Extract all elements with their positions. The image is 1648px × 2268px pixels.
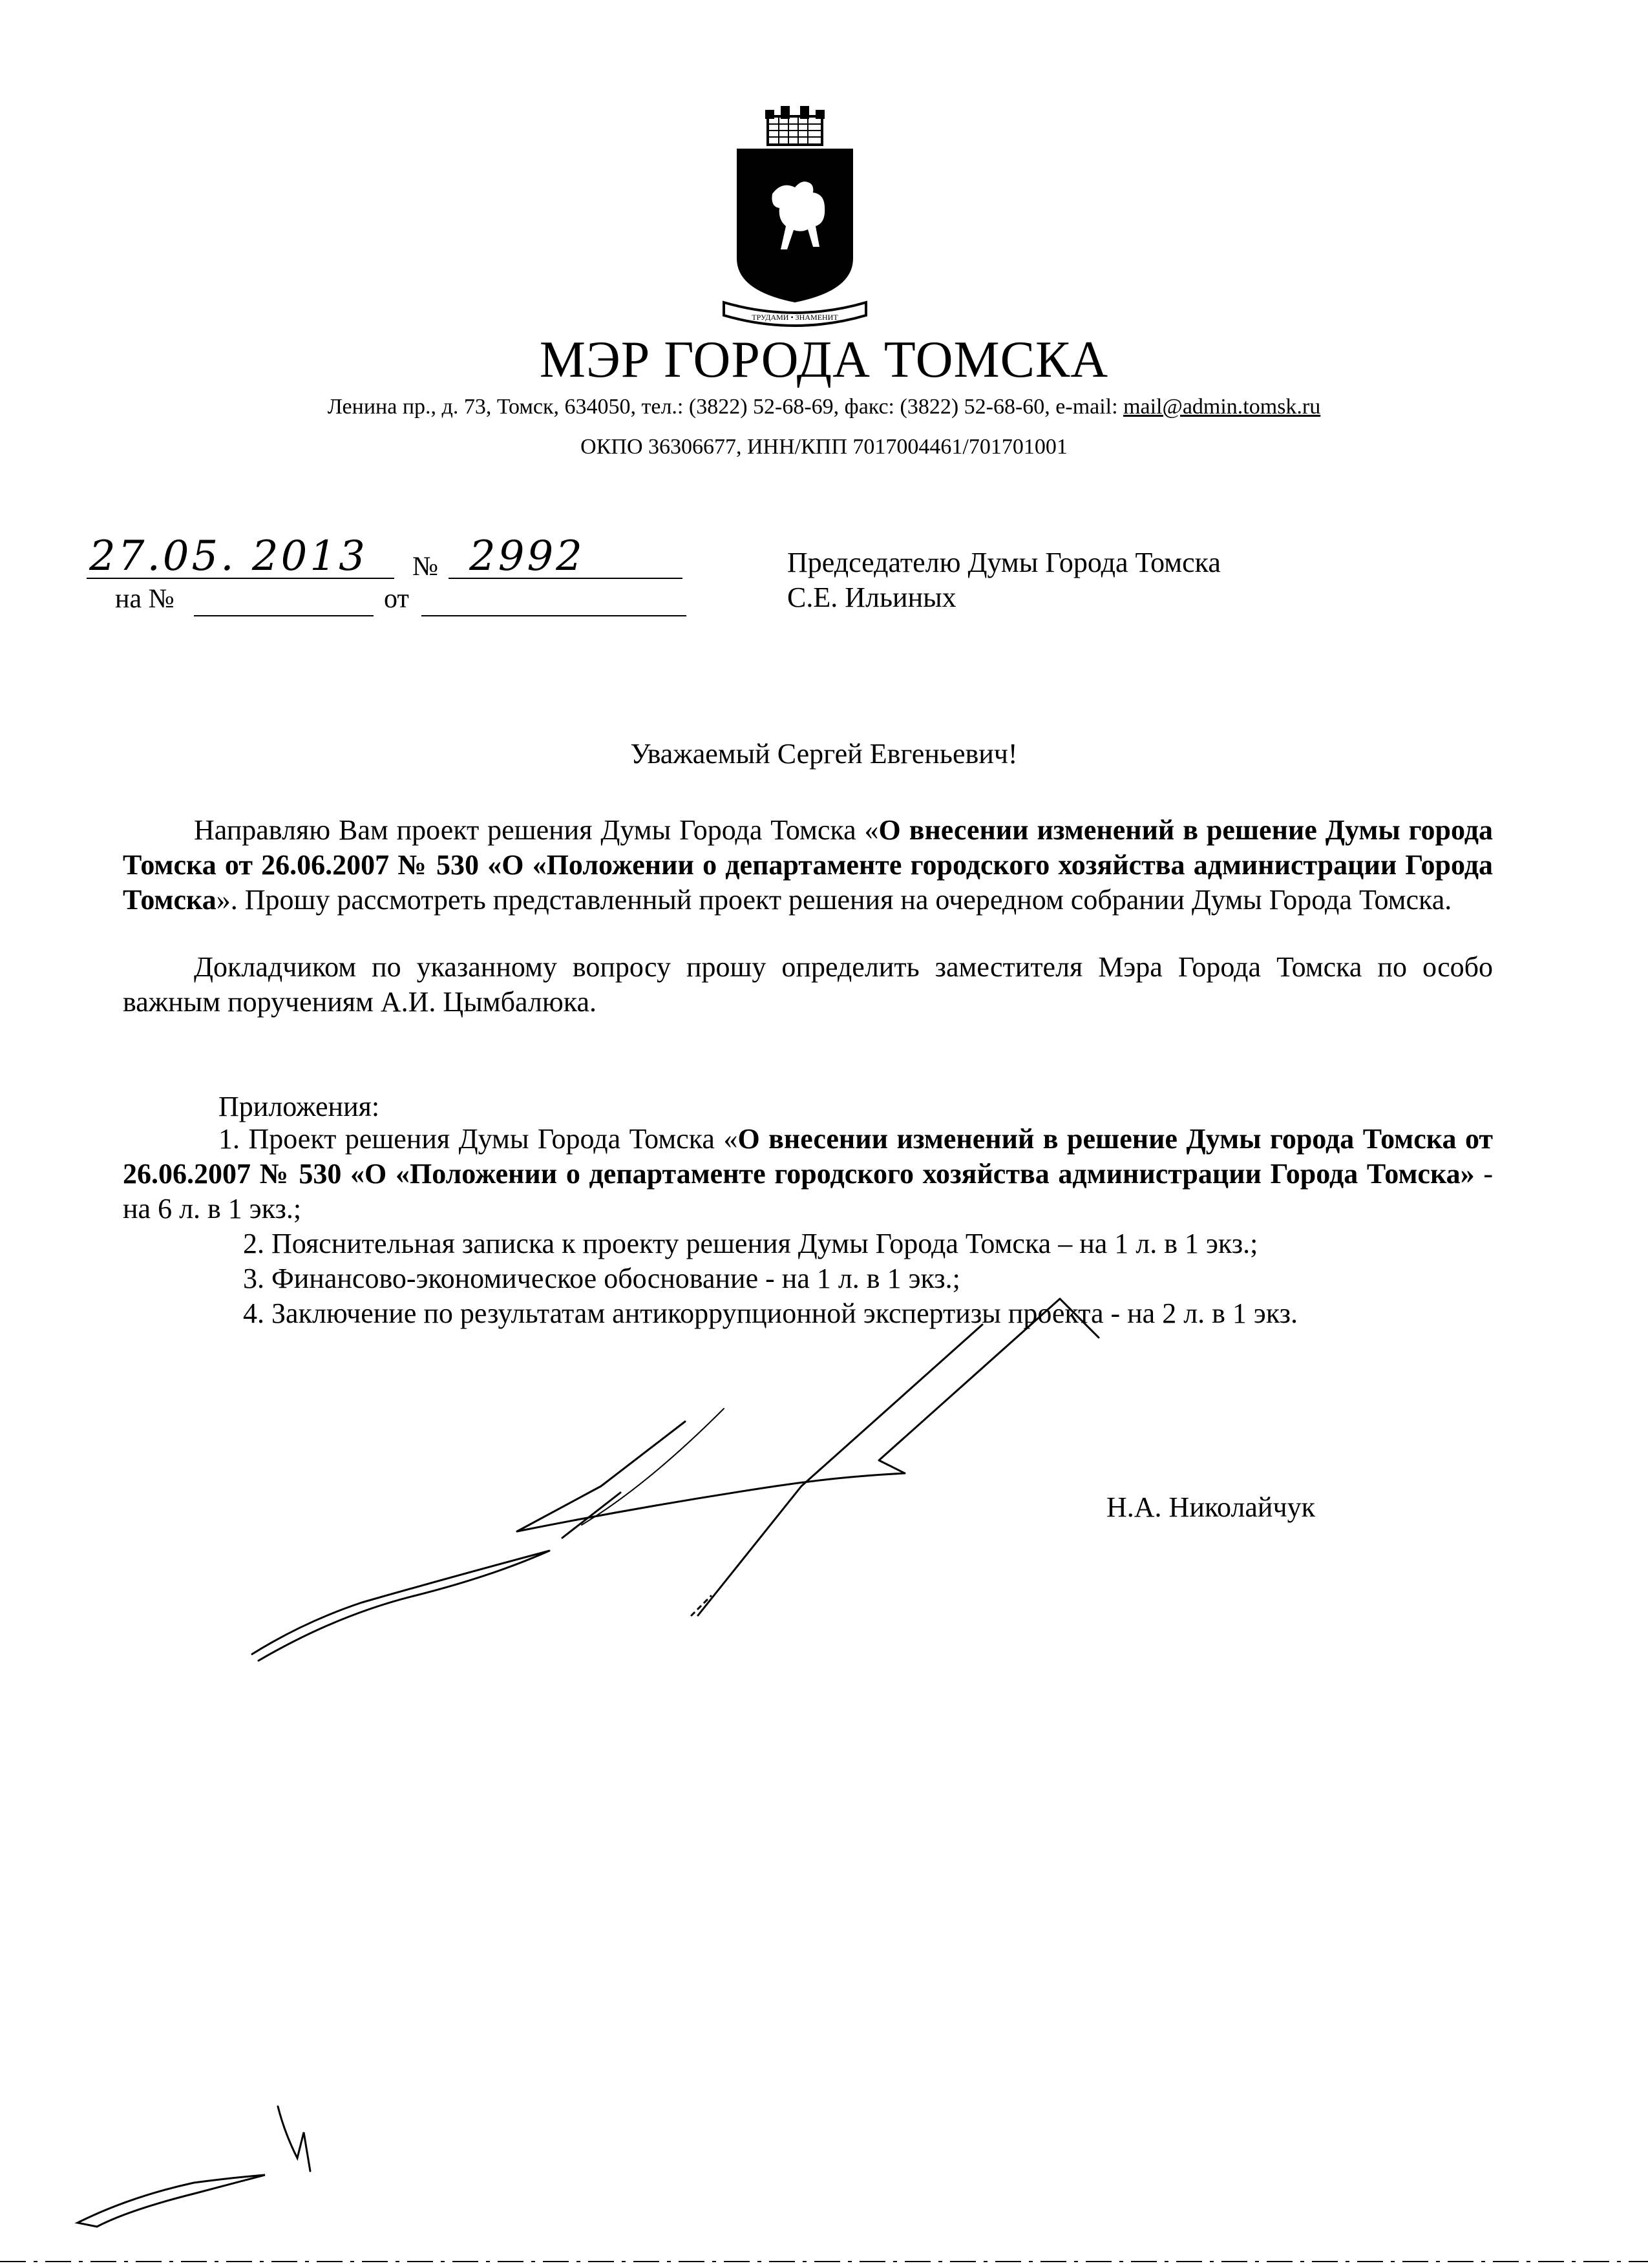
org-codes: ОКПО 36306677, ИНН/КПП 7017004461/701701001 (580, 435, 1068, 459)
from-date-field (421, 615, 686, 616)
page-title: МЭР ГОРОДА ТОМСКА (539, 331, 1109, 388)
paragraph-2: Докладчиком по указанному вопросу прошу определить заместителя Мэра Города Томска по особо важным поручениям А.И. Цымбалюка. (123, 951, 1493, 1018)
crown-icon (765, 106, 825, 145)
tomsk-coat-of-arms-icon (711, 97, 879, 342)
email-link[interactable]: mail@admin.tomsk.ru (1123, 395, 1321, 419)
addressee-name: С.Е. Ильиных (787, 582, 956, 613)
attachment-1-bold: О внесении изменений в решение Думы города Томска от 26.06.2007 № 530 «О «Положении о департаменте городского хозяйства администрации Города Томска» (123, 1123, 1494, 1190)
paragraph-1-before: Направляю Вам проект решения Думы Города Томска « (194, 814, 879, 846)
number-underline (449, 578, 682, 579)
salutation: Уважаемый Сергей Евгеньевич! (630, 738, 1018, 770)
attachments-heading: Приложения: (218, 1091, 380, 1122)
address-text: Ленина пр., д. 73, Томск, 634050, тел.: (3822) 52-68-69, факс: (3822) 52-68-60, e-mail: (327, 395, 1124, 419)
number-handwritten: 2992 (469, 532, 585, 580)
addressee (787, 545, 1221, 615)
from-label: от (384, 584, 409, 614)
attachment-item-4: 4. Заключение по результатам антикоррупционной экспертизы проекта - на 2 л. в 1 экз. (243, 1297, 1298, 1329)
paragraph-1-after: ». Прошу рассмотреть представленный проект решения на очередном собрании Думы Города Томска. (216, 884, 1452, 916)
reply-label: на № (115, 584, 174, 614)
attachment-item-3: 3. Финансово-экономическое обоснование - на 1 л. в 1 экз.; (243, 1263, 960, 1294)
initials-mark (78, 2106, 310, 2227)
attachment-1-before: 1. Проект решения Думы Города Томска « (218, 1123, 738, 1155)
ribbon-text: ТРУДАМИ • ЗНАМЕНИТ (752, 313, 838, 322)
org-address (0, 393, 1648, 421)
signer-name: Н.А. Николайчук (1106, 1491, 1315, 1523)
addressee-position: Председателю Думы Города Томска (787, 547, 1221, 578)
paragraph-1 (123, 813, 1493, 918)
date-underline (87, 578, 394, 579)
paragraph-1-bold: О внесении изменений в решение Думы города Томска от 26.06.2007 № 530 «О «Положении о департаменте городского хозяйства администрации Города Томска (123, 814, 1493, 916)
attachment-1-after: - на 6 л. в 1 экз.; (123, 1158, 1493, 1224)
date-handwritten: 27.05. 2013 (89, 532, 368, 580)
number-label: № (412, 552, 439, 582)
attachment-item-2: 2. Пояснительная записка к проекту решения Думы Города Томска – на 1 л. в 1 экз.; (243, 1228, 1258, 1259)
reply-number-field (194, 615, 374, 616)
attachment-item-1 (123, 1122, 1493, 1226)
